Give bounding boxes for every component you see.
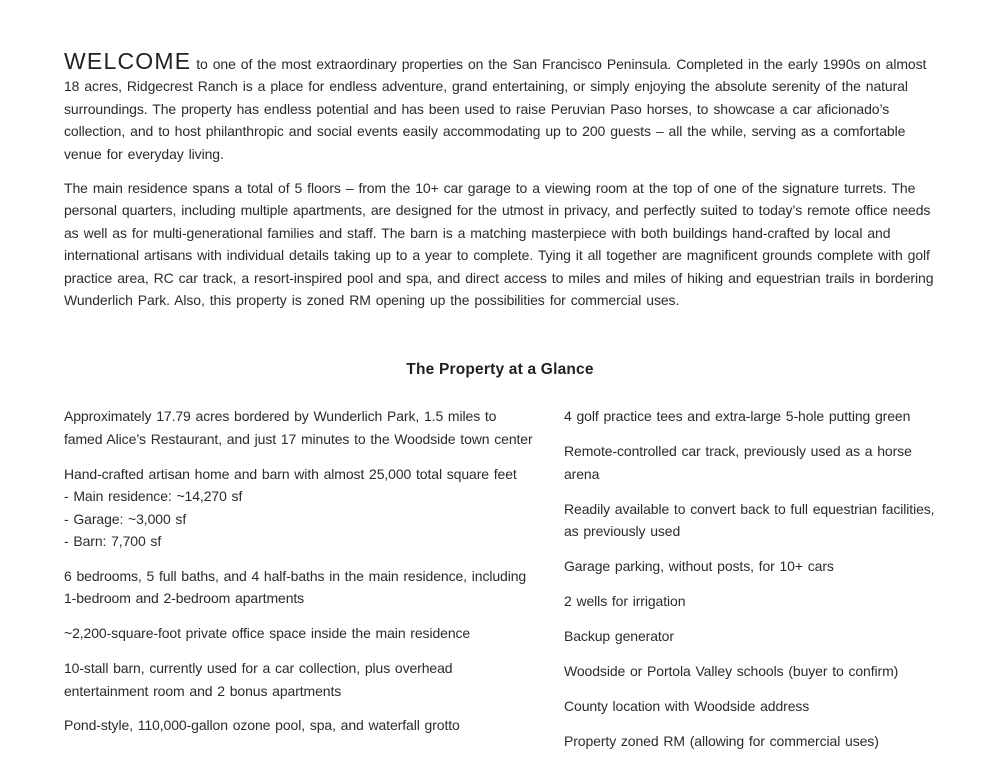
glance-item-schools: Woodside or Portola Valley schools (buyer to confirm)	[564, 662, 899, 679]
glance-columns	[64, 405, 936, 764]
intro-section	[64, 50, 936, 311]
glance-item-pool: Pond-style, 110,000-gallon ozone pool, spa, and waterfall grotto	[64, 717, 460, 734]
glance-subitem-barn: - Barn: 7,700 sf	[64, 533, 162, 549]
glance-right-column	[564, 405, 936, 764]
glance-item-garage-parking: Garage parking, without posts, for 10+ cars	[564, 558, 834, 574]
welcome-paragraph-text: to one of the most extraordinary properties on the San Francisco Peninsula. Completed in the early 1990s on almost 18 acres, Ridgecrest Ranch is a place for endless adventure, grand entertaining, or simply enjoying the absolute serenity of the natural surroundings. The property has endless potential and has been used to raise Peruvian Paso horses, to showcase a car aficionado’s collection, and to host philanthropic and social events easily accommodating up to 200 guests – all the while, serving as a comfortable venue for everyday living.	[64, 56, 927, 162]
welcome-word: WELCOME	[64, 48, 192, 74]
glance-item-acreage: Approximately 17.79 acres bordered by Wunderlich Park, 1.5 miles to famed Alice’s Restaurant, and just 17 minutes to the Woodside town center	[64, 408, 533, 447]
glance-item-zoning: Property zoned RM (allowing for commercial uses)	[564, 732, 879, 749]
glance-item-office-space: ~2,200-square-foot private office space inside the main residence	[64, 625, 471, 642]
glance-item-rc-track: Remote-controlled car track, previously used as a horse arena	[564, 443, 912, 482]
glance-item-barn-stalls: 10-stall barn, currently used for a car collection, plus overhead entertainment room and 2 bonus apartments	[64, 660, 453, 699]
glance-item-wells: 2 wells for irrigation	[564, 592, 686, 609]
glance-subitem-main-residence: - Main residence: ~14,270 sf	[64, 488, 243, 505]
glance-item-square-feet	[64, 463, 534, 553]
glance-item-square-feet-text: Hand-crafted artisan home and barn with almost 25,000 total square feet	[64, 465, 517, 482]
residence-paragraph: The main residence spans a total of 5 floors – from the 10+ car garage to a viewing room at the top of one of the signature turrets. The personal quarters, including multiple apartments, are designed for the utmost in privacy, and perfectly suited to today’s remote office needs as well as for multi-generational families and staff. The barn is a matching masterpiece with both buildings hand-crafted by local and international artisans with individual details taking up to a year to complete. Tying it all together are magnificent grounds complete with golf practice area, RC car track, a resort-inspired pool and spa, and direct access to miles and miles of hiking and equestrian trails in bordering Wunderlich Park. Also, this property is zoned RM opening up the possibilities for commercial uses.	[64, 180, 934, 309]
glance-left-column	[64, 405, 534, 764]
glance-item-equestrian: Readily available to convert back to full equestrian facilities, as previously used	[564, 500, 935, 540]
welcome-paragraph	[64, 50, 936, 165]
glance-item-county: County location with Woodside address	[564, 697, 810, 714]
glance-heading: The Property at a Glance	[406, 361, 594, 379]
glance-item-generator: Backup generator	[564, 627, 674, 644]
glance-subitem-garage: - Garage: ~3,000 sf	[64, 510, 187, 527]
glance-item-golf: 4 golf practice tees and extra-large 5-hole putting green	[564, 408, 911, 425]
glance-item-bedrooms: 6 bedrooms, 5 full baths, and 4 half-baths in the main residence, including 1-bedroom and 2-bedroom apartments	[64, 567, 527, 607]
